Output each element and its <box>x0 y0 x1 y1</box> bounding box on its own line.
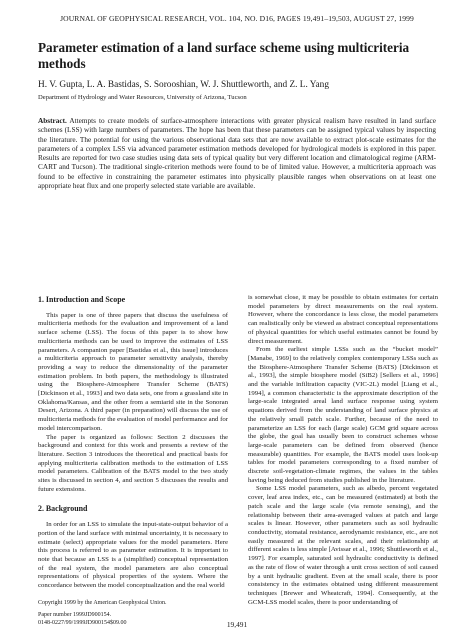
background-paragraph-1: In order for an LSS to simulate the input-state-output behavior of a portion of the land surface with minimal uncertainty, it is necessary to estimate (select) appropriate values for the model parameters. Here this process is referred to as parameter estimation. It is important to note that because an LSS is a (simplified) conceptual representation of the real system, the model parameters are also conceptual representations of physical properties of the system. Where the concordance between the model conceptualization and the real world <box>38 521 228 590</box>
section-heading-introduction: 1. Introduction and Scope <box>38 295 126 304</box>
page-number: 19,491 <box>226 620 248 629</box>
paper-number: Paper number 1999JD900154. <box>38 611 112 618</box>
copyright-notice: Copyright 1999 by the American Geophysical Union. <box>38 599 167 606</box>
author-list: H. V. Gupta, L. A. Bastidas, S. Sorooshian, W. J. Shuttleworth, and Z. L. Yang <box>38 80 329 90</box>
abstract <box>38 117 436 191</box>
abstract-label: Abstract. <box>38 117 67 125</box>
intro-paragraph-2: The paper is organized as follows: Section 2 discusses the background and context for this work and presents a review of the literature. Section 3 introduces the theoretical and practical basis for applying multicriteria calibration methods to the estimation of LSS model parameters. Calibration of the BATS model to the two study sites is discussed in section 4, and section 5 discusses the results and future extensions. <box>38 433 228 493</box>
right-column <box>248 294 438 607</box>
right-paragraph-1: is somewhat close, it may be possible to obtain estimates for certain model parameters by direct measurements on the real system. However, where the concordance is less close, the model parameters can realistically only be viewed as abstract conceptual representations of physical quantities for which useful estimates cannot be found by direct measurement. <box>248 294 438 345</box>
running-head: JOURNAL OF GEOPHYSICAL RESEARCH, VOL. 104, NO. D16, PAGES 19,491–19,503, AUGUST 27, 1999 <box>60 14 414 23</box>
article-title: Parameter estimation of a land surface scheme using multicriteria methods <box>38 40 410 71</box>
article-code: 0148-0227/99/1999JD900154$09.00 <box>38 619 127 626</box>
affiliation: Department of Hydrology and Water Resources, University of Arizona, Tucson <box>38 94 247 101</box>
abstract-text: Attempts to create models of surface-atmosphere interactions with greater physical realism have resulted in land surface schemes (LSS) with large numbers of parameters. The hope has been that these parameters can be assigned typical values by inspecting the literature. The potential for using the various observational data sets that are now available to extract plot-scale estimates for the parameters of a complex LSS via advanced parameter estimation methods developed for hydrological models is explored in this paper. Results are reported for two case studies using data sets of typical quality but very different location and climatological regime (ARM-CART and Tucson). The traditional single-criterion methods were found to be of limited value. However, a multicriteria approach was found to be effective in constraining the parameter estimates into physically plausible ranges when observations on at least one appropriate heat flux and one properly selected state variable are available. <box>38 117 436 191</box>
section-heading-background: 2. Background <box>38 504 88 514</box>
left-column <box>38 296 228 627</box>
right-paragraph-2: From the earliest simple LSSs such as the “bucket model” [Manabe, 1969] to the relatively complex contemporary LSSs such as the Biosphere-Atmosphere Transfer Scheme (BATS) [Dickinson et al., 1993], the simple biosphere model (SiB2) [Sellers et al., 1996] and the variable infiltration capacity (VIC-2L) model [Liang et al., 1994], a common characteristic is the approximate description of the large-scale integrated areal land surface response using system equations derived from the understanding of land surface physics at the relatively small patch scale. Further, because of the need to parameterize an LSS for each (large scale) GCM grid square across the globe, the goal has usually been to construct schemes whose large-scale parameters can be defined from observed (hence measurable) quantities. For example, the BATS model uses look-up tables for model parameters corresponding to a fixed number of discrete soil-vegetation-climate regimes, the values in the tables having being deduced from studies published in the literature. <box>248 346 438 484</box>
intro-paragraph-1: This paper is one of three papers that discuss the usefulness of multicriteria methods for the evaluation and improvement of a land surface scheme (LSS). The focus of this paper is to show how multicriteria methods can be used to improve the estimates of LSS parameters. A companion paper [Bastidas et al., this issue] introduces a multicriteria approach to parameter sensitivity analysis, thereby providing a way to reduce the dimensionality of the parameter estimation problem. In both papers, the methodology is illustrated using the Biosphere-Atmosphere Transfer Scheme (BATS) [Dickinson et al., 1993] and two data sets, one from a grassland site in Oklahoma/Kansas, and the other from a semiarid site in the Sonoran Desert, Arizona. A third paper (in preparation) will discuss the use of multicriteria methods for the evaluation of model performance and for model intercomparison. <box>38 311 228 432</box>
right-paragraph-3: Some LSS model parameters, such as albedo, percent vegetated cover, leaf area index, etc., can be measured (estimated) at both the patch scale and the large scale (via remote sensing), and the relationship between their area-averaged values at patch and large scales is linear. However, other parameters such as soil hydraulic conductivity, stomatal resistance, aerodynamic resistance, etc., are not easily measured at the relevant scales, and their relationship at different scales is less simple [Avissar et al., 1996; Shuttleworth et al., 1997]. For example, saturated soil hydraulic conductivity is defined as the rate of flow of water through a unit cross section of soil caused by a unit hydraulic gradient. Even at the small scale, there is poor consistency in the estimates obtained using different measurement techniques [Brewer and Wheatcraft, 1994]. Consequently, at the GCM-LSS model scales, there is poor understanding of <box>248 485 438 606</box>
